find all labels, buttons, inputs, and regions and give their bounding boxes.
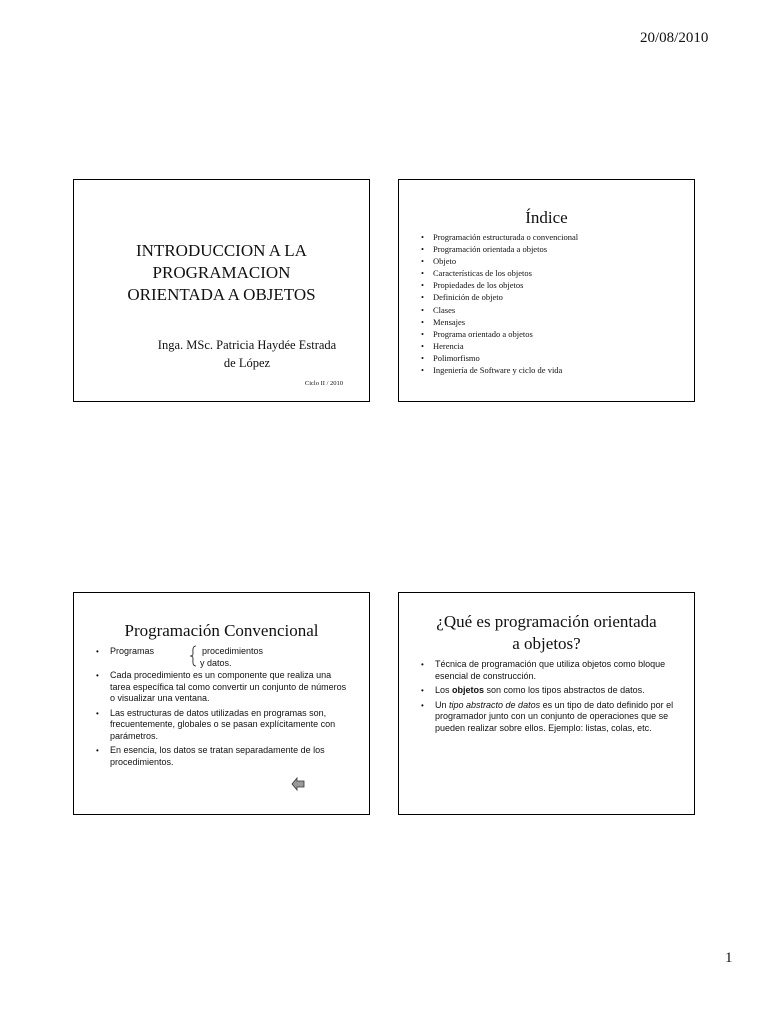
bullet-text-italic: tipo abstracto de datos <box>449 699 541 710</box>
index-item: • Programación orientada a objetos <box>421 243 578 255</box>
slide4-title <box>399 611 694 655</box>
slide-title <box>73 179 370 402</box>
bullet-dot: • <box>96 647 99 656</box>
slide1-title-line: PROGRAMACION <box>152 263 291 282</box>
bullet-text: Técnica de programación que utiliza objetos como bloque esencial de construcción. <box>435 659 666 681</box>
slide4-title-line: a objetos? <box>512 634 581 653</box>
bullet-dot: • <box>421 686 424 695</box>
brace-icon <box>188 645 198 667</box>
index-item: • Polimorfismo <box>421 352 578 364</box>
bullet-dot: • <box>96 708 99 718</box>
bullet-dot: • <box>96 746 99 755</box>
bullet-item <box>96 708 351 743</box>
slide-what-is-oop <box>398 592 695 815</box>
bullet-item <box>421 659 679 682</box>
programs-label: Programas <box>110 646 155 656</box>
index-item: • Herencia <box>421 340 578 352</box>
bullet-text-bold: objetos <box>452 685 485 695</box>
slide3-title: Programación Convencional <box>124 621 319 640</box>
index-item: • Clases <box>421 304 578 316</box>
left-arrow-icon[interactable] <box>291 776 305 792</box>
index-item: • Mensajes <box>421 316 578 328</box>
bullet-item <box>421 700 679 735</box>
slide1-author <box>142 336 352 372</box>
index-item: • Propiedades de los objetos <box>421 279 578 291</box>
programs-bullet <box>96 646 351 670</box>
programs-option-procedures: procedimientos <box>202 646 264 656</box>
slide-conventional-programming <box>73 592 370 815</box>
page-number: 1 <box>725 950 733 966</box>
bullet-dot: • <box>96 671 99 680</box>
index-item: • Programa orientado a objetos <box>421 328 578 340</box>
bullet-text-post: son como los tipos abstractos de datos. <box>484 685 645 695</box>
bullet-text-post: es un tipo de dato definido por el programador junto con un conjunto de operaciones que se pueden realizar sobre ellos. Ejemplo: listas, colas, etc. <box>435 699 674 733</box>
bullet-text: Cada procedimiento es un componente que realiza una tarea específica tal como convertir un conjunto de números o visualizar una ventana. <box>110 670 347 703</box>
slide4-body <box>421 659 679 737</box>
bullet-text-pre: Los <box>435 685 453 695</box>
index-item: • Objeto <box>421 255 578 267</box>
bullet-item <box>421 685 679 697</box>
slide-index <box>398 179 695 402</box>
header-date: 20/08/2010 <box>640 30 709 46</box>
bullet-dot: • <box>421 660 424 669</box>
slide1-author-line: Inga. MSc. Patricia Haydée Estrada <box>157 338 337 352</box>
slide1-title-line: INTRODUCCION A LA <box>136 241 307 260</box>
slide1-title <box>74 240 369 306</box>
index-item: • Ingeniería de Software y ciclo de vida <box>421 364 578 376</box>
bullet-text-pre: Un <box>435 699 450 710</box>
index-list <box>421 231 578 376</box>
bullet-dot: • <box>421 700 424 710</box>
index-item: • Definición de objeto <box>421 291 578 303</box>
slide1-cycle: Ciclo II / 2010 <box>304 380 343 387</box>
slide1-author-line: de López <box>223 356 271 370</box>
index-item: • Programación estructurada o convencional <box>421 231 578 243</box>
slide2-title: Índice <box>525 208 568 227</box>
programs-option-data: y datos. <box>200 658 232 668</box>
bullet-text: Las estructuras de datos utilizadas en programas son, frecuentemente, globales o se pasan explícitamente con parámetros. <box>110 707 336 741</box>
slide1-title-line: ORIENTADA A OBJETOS <box>127 285 316 304</box>
bullet-item <box>96 670 351 705</box>
slide4-title-line: ¿Qué es programación orientada <box>436 612 657 631</box>
bullet-text: En esencia, los datos se tratan separadamente de los procedimientos. <box>110 745 325 767</box>
bullet-item <box>96 745 351 768</box>
index-item: • Características de los objetos <box>421 267 578 279</box>
slide3-body <box>96 646 351 771</box>
